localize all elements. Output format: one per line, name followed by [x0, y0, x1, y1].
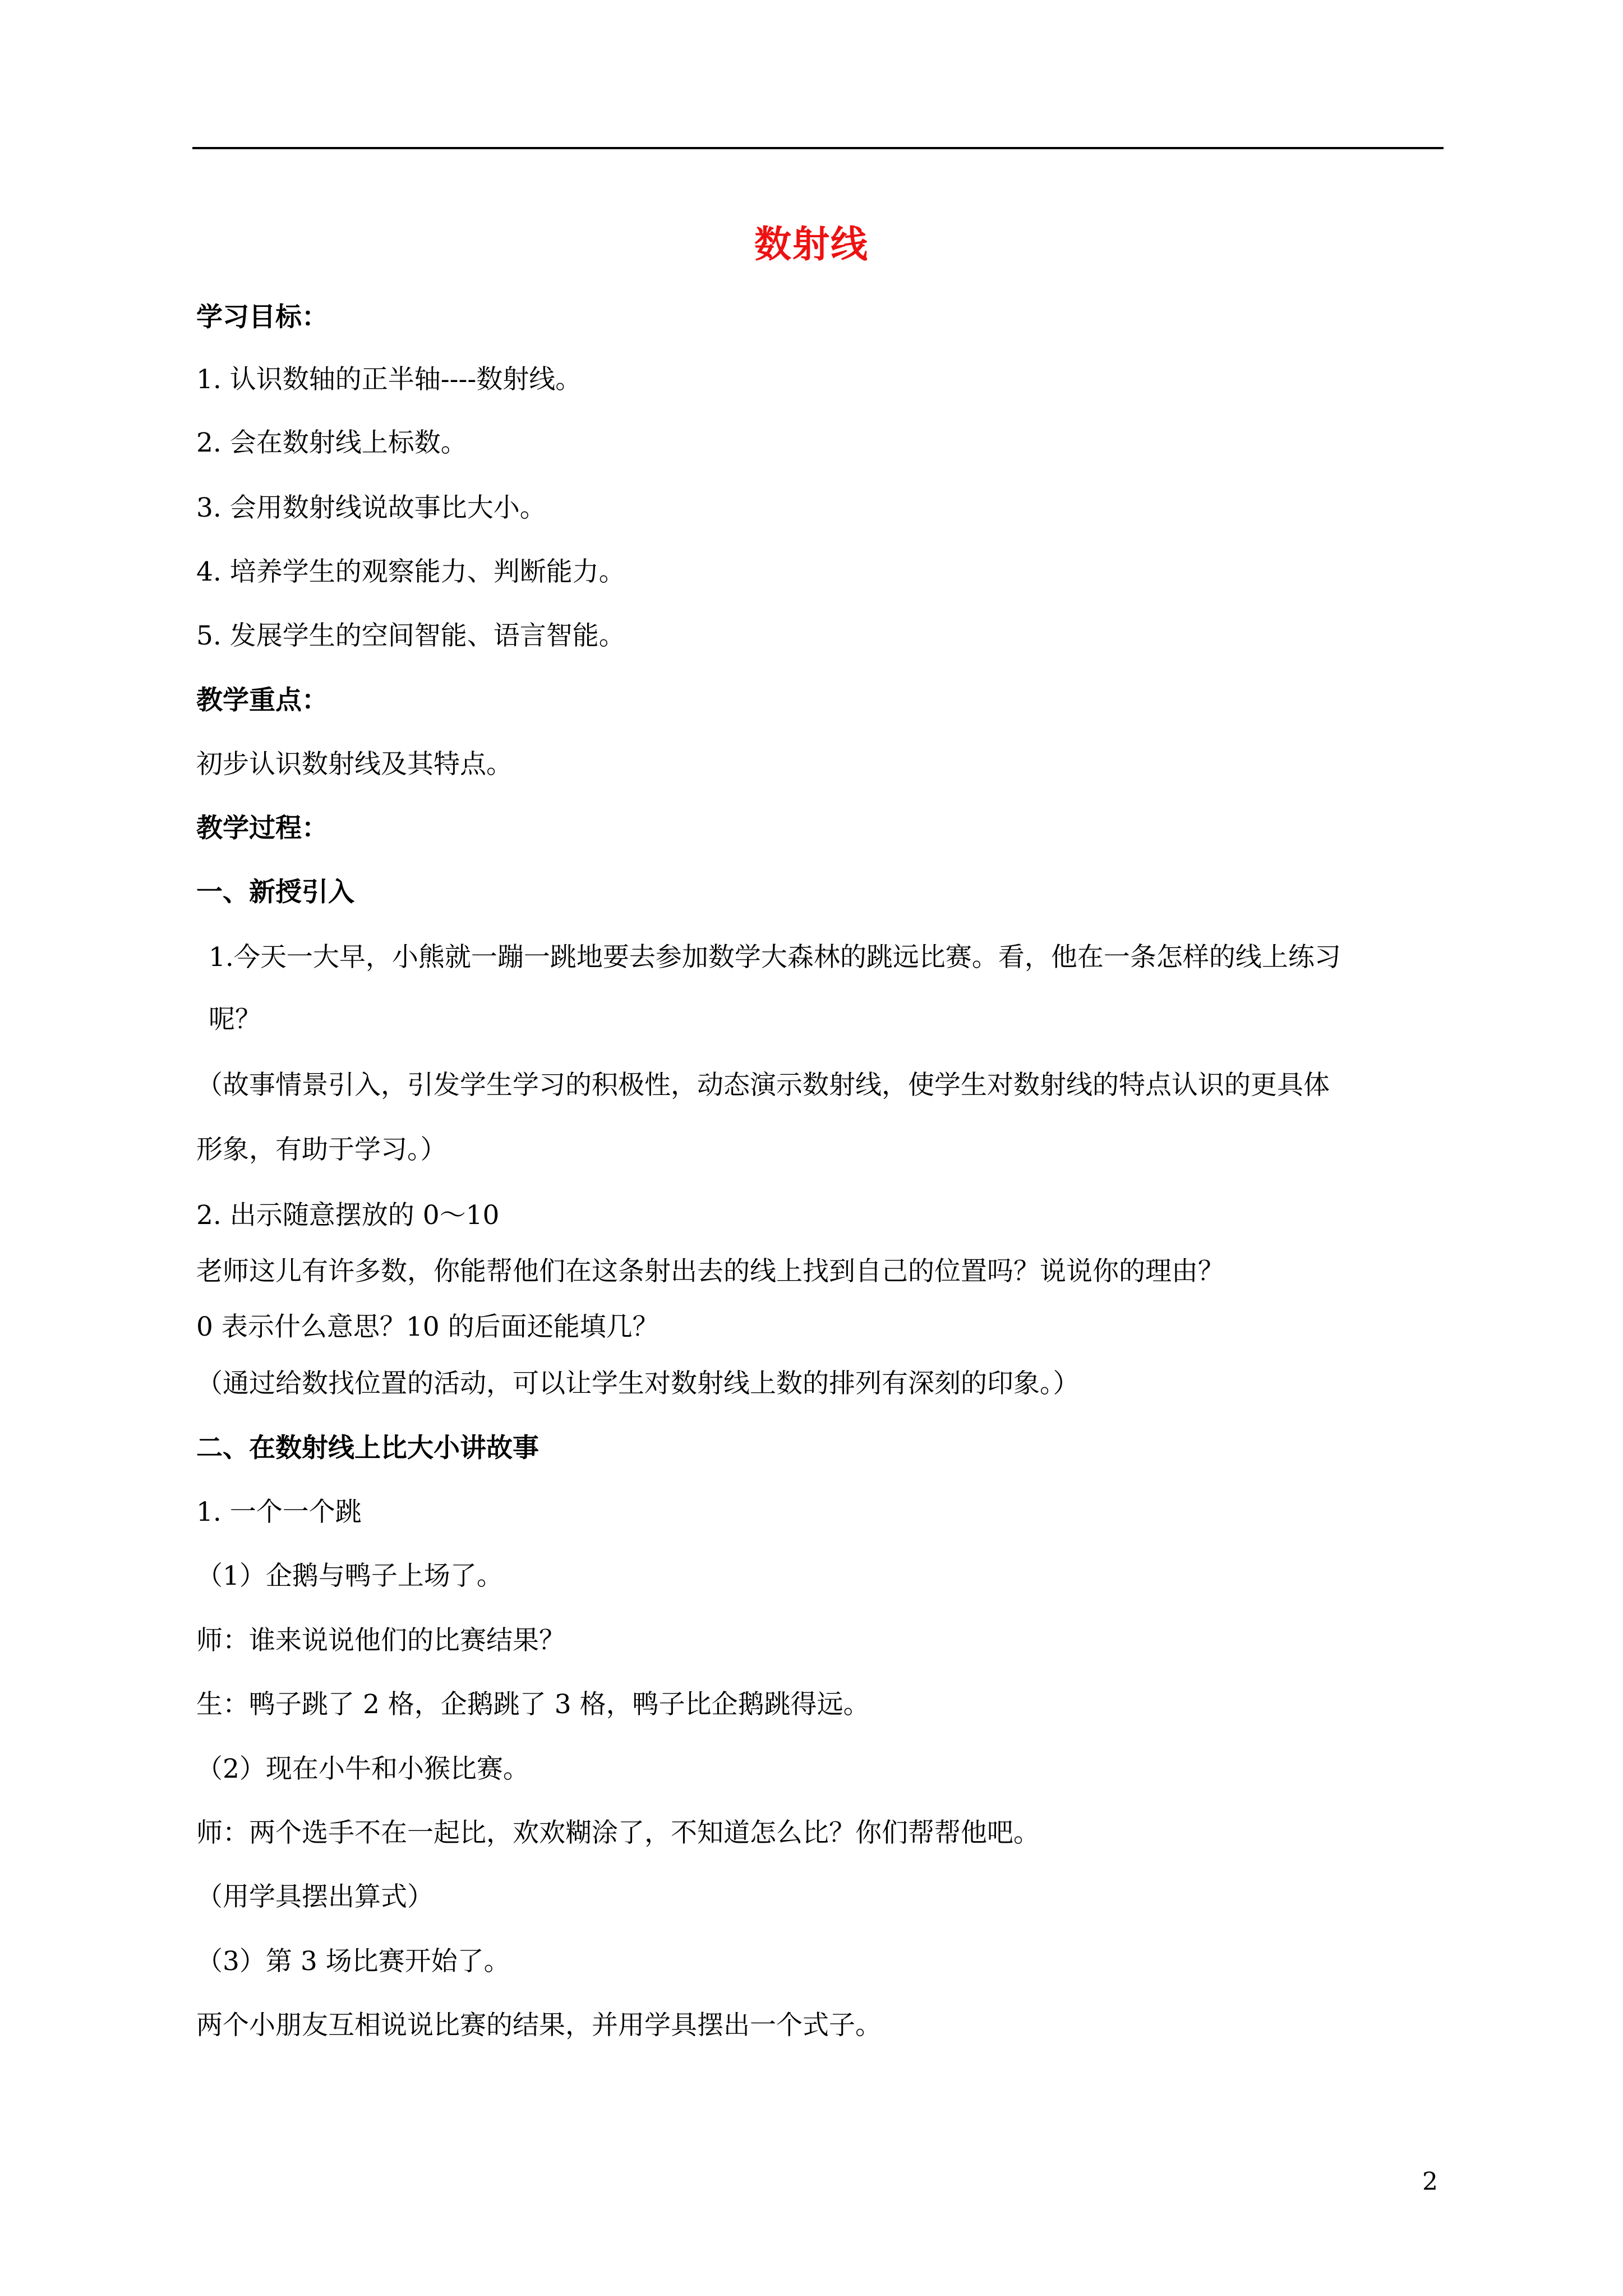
objective-2: 2. 会在数射线上标数。 [196, 427, 467, 458]
focus-text: 初步认识数射线及其特点。 [196, 749, 513, 780]
section-2-paragraph-4: 生：鸭子跳了 2 格，企鹅跳了 3 格，鸭子比企鹅跳得远。 [196, 1689, 870, 1720]
header-rule [192, 147, 1444, 149]
objective-5: 5. 发展学生的空间智能、语言智能。 [196, 620, 625, 651]
section-2-paragraph-2: （1）企鹅与鸭子上场了。 [196, 1561, 503, 1591]
section-1-paragraph-2-line-1: （故事情景引入，引发学生学习的积极性，动态演示数射线，使学生对数射线的特点认识的更具体 [196, 1070, 1330, 1101]
section-2-paragraph-9: 两个小朋友互相说说比赛的结果，并用学具摆出一个式子。 [196, 2010, 882, 2041]
section-1-paragraph-1-line-1: 1.今天一大早，小熊就一蹦一跳地要去参加数学大森林的跳远比赛。看，他在一条怎样的线上练习 [209, 942, 1341, 973]
section-1-heading: 一、新授引入 [196, 877, 354, 908]
section-1-paragraph-6: （通过给数找位置的活动，可以让学生对数射线上数的排列有深刻的印象。） [196, 1368, 1080, 1399]
section-1-paragraph-4: 老师这儿有许多数，你能帮他们在这条射出去的线上找到自己的位置吗？说说你的理由？ [196, 1256, 1224, 1287]
section-2-paragraph-7: （用学具摆出算式） [196, 1881, 434, 1912]
section-2-paragraph-1: 1. 一个一个跳 [196, 1497, 362, 1527]
page-number: 2 [1422, 2168, 1438, 2196]
section-1-paragraph-3: 2. 出示随意摆放的 0～10 [196, 1200, 500, 1231]
section-2-paragraph-5: （2）现在小牛和小猴比赛。 [196, 1754, 529, 1784]
section-1-paragraph-5: 0 表示什么意思？10 的后面还能填几？ [196, 1312, 659, 1342]
section-1-paragraph-1-line-2: 呢？ [209, 1004, 261, 1035]
objective-3: 3. 会用数射线说故事比大小。 [196, 493, 546, 523]
section-2-paragraph-8: （3）第 3 场比赛开始了。 [196, 1946, 510, 1977]
objective-4: 4. 培养学生的观察能力、判断能力。 [196, 556, 625, 587]
objectives-heading: 学习目标： [196, 302, 328, 333]
objective-1: 1. 认识数轴的正半轴----数射线。 [196, 364, 582, 395]
section-2-heading: 二、在数射线上比大小讲故事 [196, 1433, 539, 1464]
focus-heading: 教学重点： [196, 685, 328, 716]
document-title: 数射线 [754, 222, 869, 266]
section-2-paragraph-3: 师：谁来说说他们的比赛结果？ [196, 1625, 565, 1656]
section-1-paragraph-2-line-2: 形象，有助于学习。） [196, 1134, 447, 1165]
process-heading: 教学过程： [196, 813, 328, 844]
section-2-paragraph-6: 师：两个选手不在一起比，欢欢糊涂了，不知道怎么比？你们帮帮他吧。 [196, 1818, 1040, 1848]
